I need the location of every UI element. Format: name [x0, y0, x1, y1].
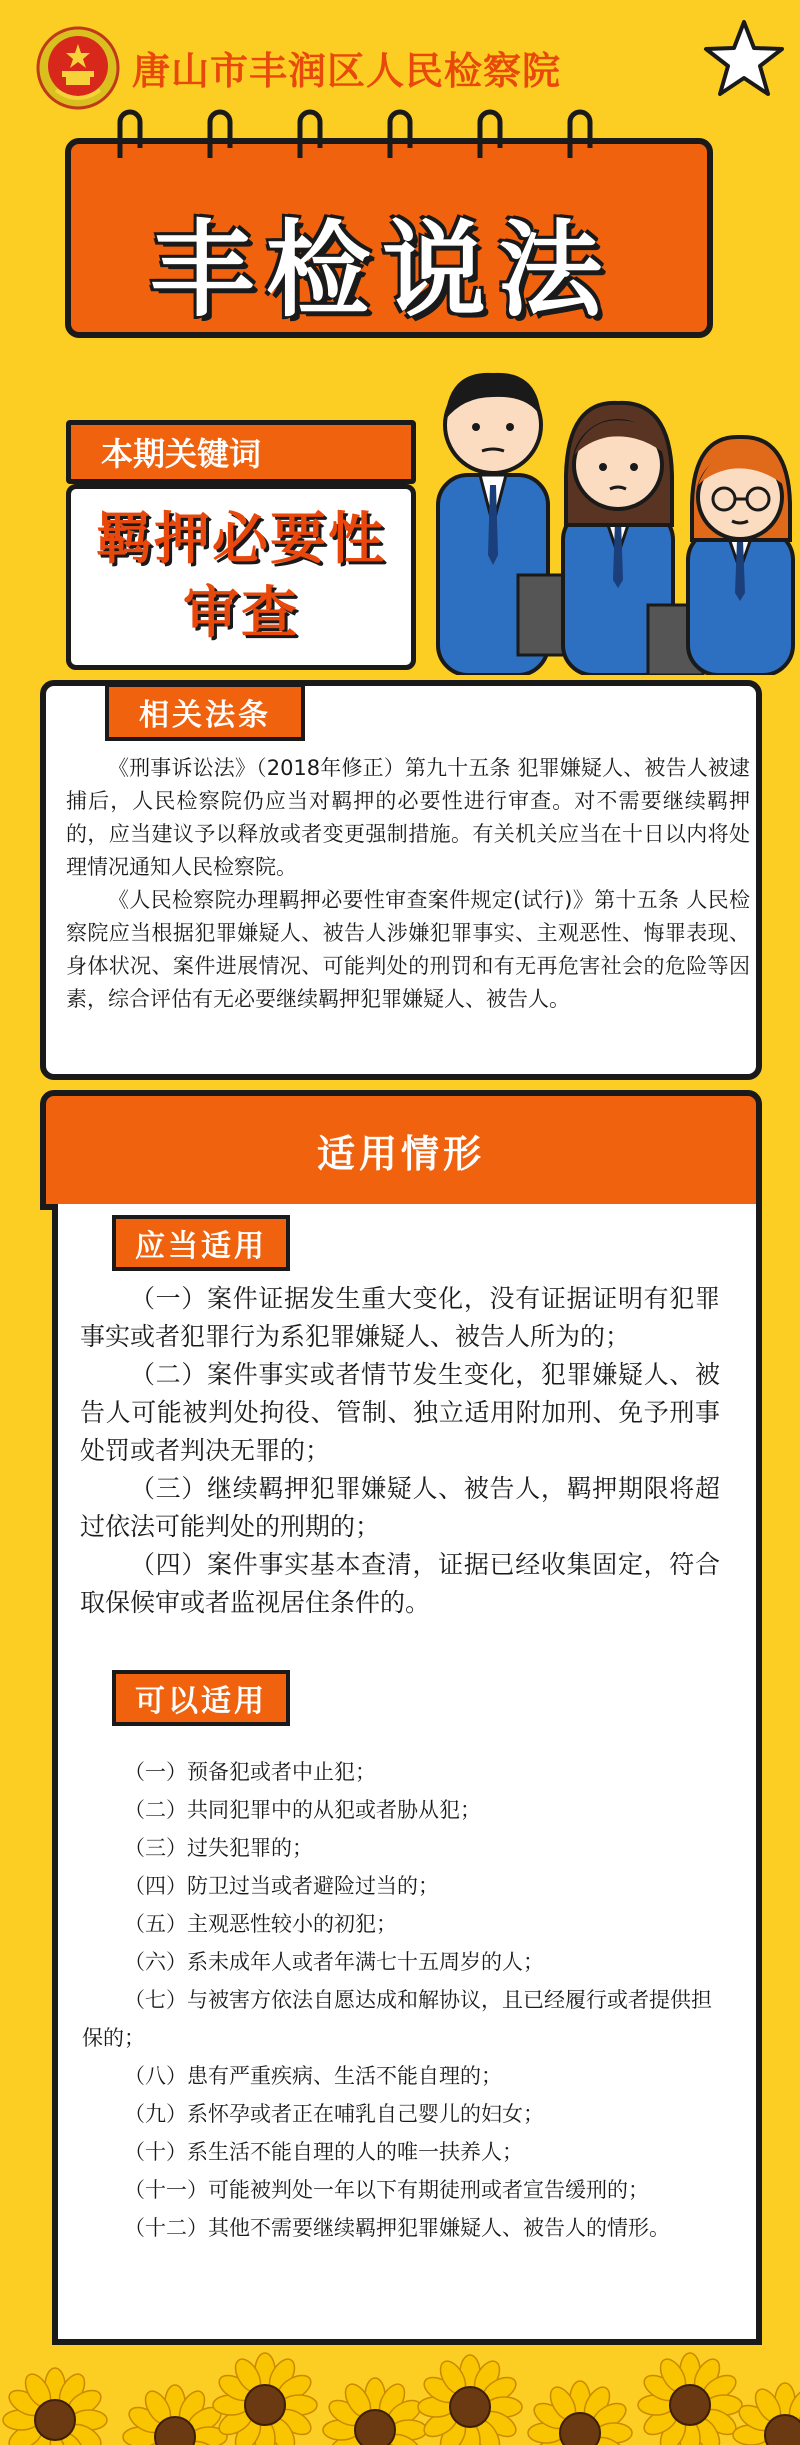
national-emblem-icon	[36, 26, 120, 110]
may-apply-item: （三）过失犯罪的；	[124, 1836, 313, 1860]
may-apply-item: （十）系生活不能自理的人的唯一扶养人；	[124, 2140, 523, 2164]
may-apply-item: （十二）其他不需要继续羁押犯罪嫌疑人、被告人的情形。	[124, 2216, 670, 2240]
may-apply-item: （八）患有严重疾病、生活不能自理的；	[124, 2064, 502, 2088]
sunflower-icon	[3, 2368, 107, 2445]
law-paragraph: 《刑事诉讼法》（2018年修正）第九十五条 犯罪嫌疑人、被告人被逮捕后，人民检察院仍应当对羁押的必要性进行审查。对不需要继续羁押的，应当建议予以释放或者变更强制措施。有关机关应当在十日以内将处理情况通知人民检察院。	[66, 756, 750, 879]
should-apply-tag: 应当适用	[112, 1215, 290, 1271]
keyword-badge: 本期关键词	[66, 420, 416, 484]
should-apply-item: （一）案件证据发生重大变化，没有证据证明有犯罪事实或者犯罪行为系犯罪嫌疑人、被告人所为的；	[80, 1284, 720, 1351]
may-apply-item: （五）主观恶性较小的初犯；	[124, 1912, 397, 1936]
may-apply-item: （九）系怀孕或者正在哺乳自己婴儿的妇女；	[124, 2102, 544, 2126]
may-apply-tag: 可以适用	[112, 1670, 290, 1726]
keyword-line: 审查	[183, 581, 299, 646]
prosecutor-illustration	[418, 325, 800, 675]
law-paragraph: 《人民检察院办理羁押必要性审查案件规定(试行)》第十五条 人民检察院应当根据犯罪嫌疑人、被告人涉嫌犯罪事实、主观恶性、悔罪表现、身体状况、案件进展情况、可能判处的刑罚和有无再危害社会的危险等因素，综合评估有无必要继续羁押犯罪嫌疑人、被告人。	[66, 888, 750, 1011]
should-apply-item: （四）案件事实基本查清，证据已经收集固定，符合取保候审或者监视居住条件的。	[80, 1550, 720, 1617]
may-apply-item: （二）共同犯罪中的从犯或者胁从犯；	[124, 1798, 481, 1822]
may-apply-item: （七）与被害方依法自愿达成和解协议，且已经履行或者提供担保的；	[82, 1988, 712, 2050]
sunflower-icon	[733, 2383, 800, 2445]
keyword-line: 羁押必要性	[96, 507, 386, 572]
organization-name: 唐山市丰润区人民检察院	[132, 49, 562, 93]
star-icon	[703, 18, 785, 100]
sunflower-icon	[418, 2355, 522, 2445]
keyword-box	[66, 484, 416, 670]
may-apply-item: （一）预备犯或者中止犯；	[124, 1760, 376, 1784]
main-title: 丰检说法	[150, 209, 615, 331]
sunflower-icon	[213, 2353, 317, 2445]
may-apply-list	[82, 1753, 722, 2247]
sunflower-icon	[528, 2381, 632, 2445]
applicable-section-title: 适用情形	[316, 1131, 485, 1176]
binder-rings	[100, 108, 660, 172]
should-apply-item: （二）案件事实或者情节发生变化，犯罪嫌疑人、被告人可能被判处拘役、管制、独立适用附加刑、免予刑事处罚或者判决无罪的；	[80, 1360, 720, 1465]
may-apply-item: （六）系未成年人或者年满七十五周岁的人；	[124, 1950, 544, 1974]
law-text	[66, 752, 750, 1016]
may-apply-item: （十一）可能被判处一年以下有期徒刑或者宣告缓刑的；	[124, 2178, 649, 2202]
sunflower-icon	[123, 2385, 227, 2445]
sunflower-icon	[323, 2378, 427, 2445]
should-apply-item: （三）继续羁押犯罪嫌疑人、被告人，羁押期限将超过依法可能判处的刑期的；	[80, 1474, 720, 1541]
applicable-section-header	[40, 1090, 762, 1210]
sunflower-border	[0, 2345, 800, 2445]
should-apply-list	[80, 1280, 720, 1622]
may-apply-item: （四）防卫过当或者避险过当的；	[124, 1874, 439, 1898]
sunflower-icon	[638, 2353, 742, 2445]
law-section-tag: 相关法条	[105, 683, 305, 741]
